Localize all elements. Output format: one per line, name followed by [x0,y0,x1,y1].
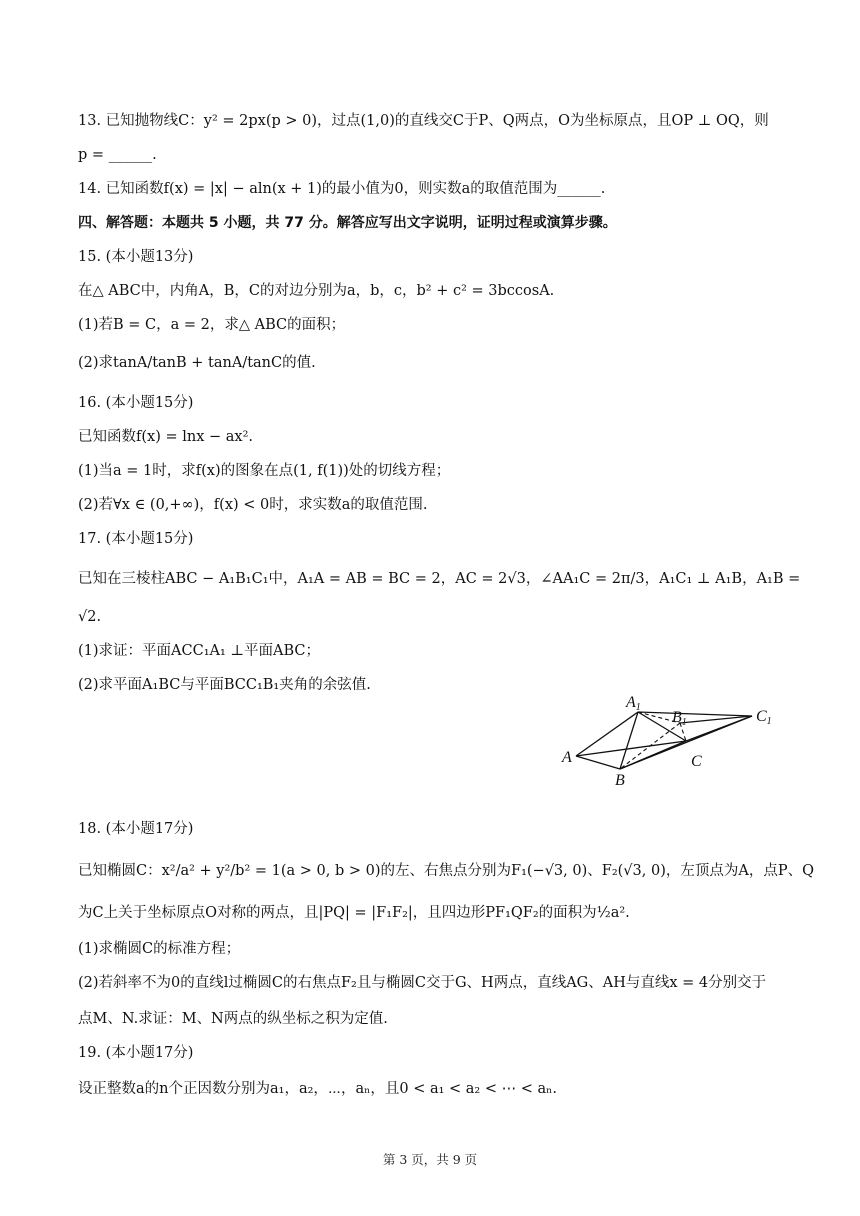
q15-part2: (2)求tanA/tanB + tanA/tanC的值. [78,355,316,371]
q17-header: 17. (本小题15分) [78,531,194,547]
q17-stem-line2: √2. [78,609,102,625]
q18-header: 18. (本小题17分) [78,821,194,837]
label-C: C [691,753,702,770]
q15-header: 15. (本小题13分) [78,249,194,265]
q15-stem: 在△ ABC中，内角A，B，C的对边分别为a，b，c，b² + c² = 3bccosA. [78,283,555,299]
q13-line1: 13. 已知抛物线C：y² = 2px(p > 0)，过点(1,0)的直线交C于P、Q两点，O为坐标原点，且OP ⊥ OQ，则 [78,113,769,129]
q17-stem-line1: 已知在三棱柱ABC − A₁B₁C₁中，A₁A = AB = BC = 2，AC = 2√3，∠AA₁C = 2π/3，A₁C₁ ⊥ A₁B，A₁B = [78,571,801,587]
q18-stem-line1: 已知椭圆C：x²/a² + y²/b² = 1(a > 0, b > 0)的左、右焦点分别为F₁(−√3, 0)、F₂(√3, 0)，左顶点为A，点P、Q [78,863,814,879]
q16-header: 16. (本小题15分) [78,395,194,411]
edge-A1-C1 [638,712,752,716]
q15-part1: (1)若B = C，a = 2，求△ ABC的面积； [78,317,346,333]
q17-part1: (1)求证：平面ACC₁A₁ ⊥平面ABC； [78,643,321,659]
label-A: A [562,749,572,766]
label-A1: A1 [626,694,641,713]
label-B1: B1 [672,709,687,728]
q17-part2: (2)求平面A₁BC与平面BCC₁B₁夹角的余弦值. [78,677,371,693]
q19-stem: 设正整数a的n个正因数分别为a₁，a₂，⋯，aₙ，且0 < a₁ < a₂ < ⋯ < aₙ. [78,1081,558,1097]
label-C1: C1 [756,708,772,727]
triangular-prism-figure [556,693,786,793]
page-footer: 第 3 页，共 9 页 [382,1152,478,1167]
edge-A1-B [620,712,638,769]
q18-part2-line2: 点M、N.求证：M、N两点的纵坐标之积为定值. [78,1011,388,1027]
q18-part2-line1: (2)若斜率不为0的直线l过椭圆C的右焦点F₂且与椭圆C交于G、H两点，直线AG、AH与直线x = 4分别交于 [78,975,767,991]
edge-A-B [576,756,620,769]
label-B: B [615,772,625,789]
q16-part1: (1)当a = 1时，求f(x)的图象在点(1, f(1))处的切线方程； [78,463,451,479]
q18-stem-line2: 为C上关于坐标原点O对称的两点，且|PQ| = |F₁F₂|，且四边形PF₁QF₂的面积为½a². [78,905,630,921]
q14-line: 14. 已知函数f(x) = |x| − aln(x + 1)的最小值为0，则实数a的取值范围为______. [78,181,606,197]
q16-stem: 已知函数f(x) = lnx − ax². [78,429,253,445]
q16-part2: (2)若∀x ∈ (0,+∞)，f(x) < 0时，求实数a的取值范围. [78,497,428,513]
q19-header: 19. (本小题17分) [78,1045,194,1061]
section-heading-solutions: 四、解答题：本题共 5 小题，共 77 分。解答应写出文字说明，证明过程或演算步骤。 [78,215,617,231]
q18-part1: (1)求椭圆C的标准方程； [78,941,241,957]
q13-line2: p = ______. [78,147,157,163]
edge-B1-B-hidden [620,723,680,769]
